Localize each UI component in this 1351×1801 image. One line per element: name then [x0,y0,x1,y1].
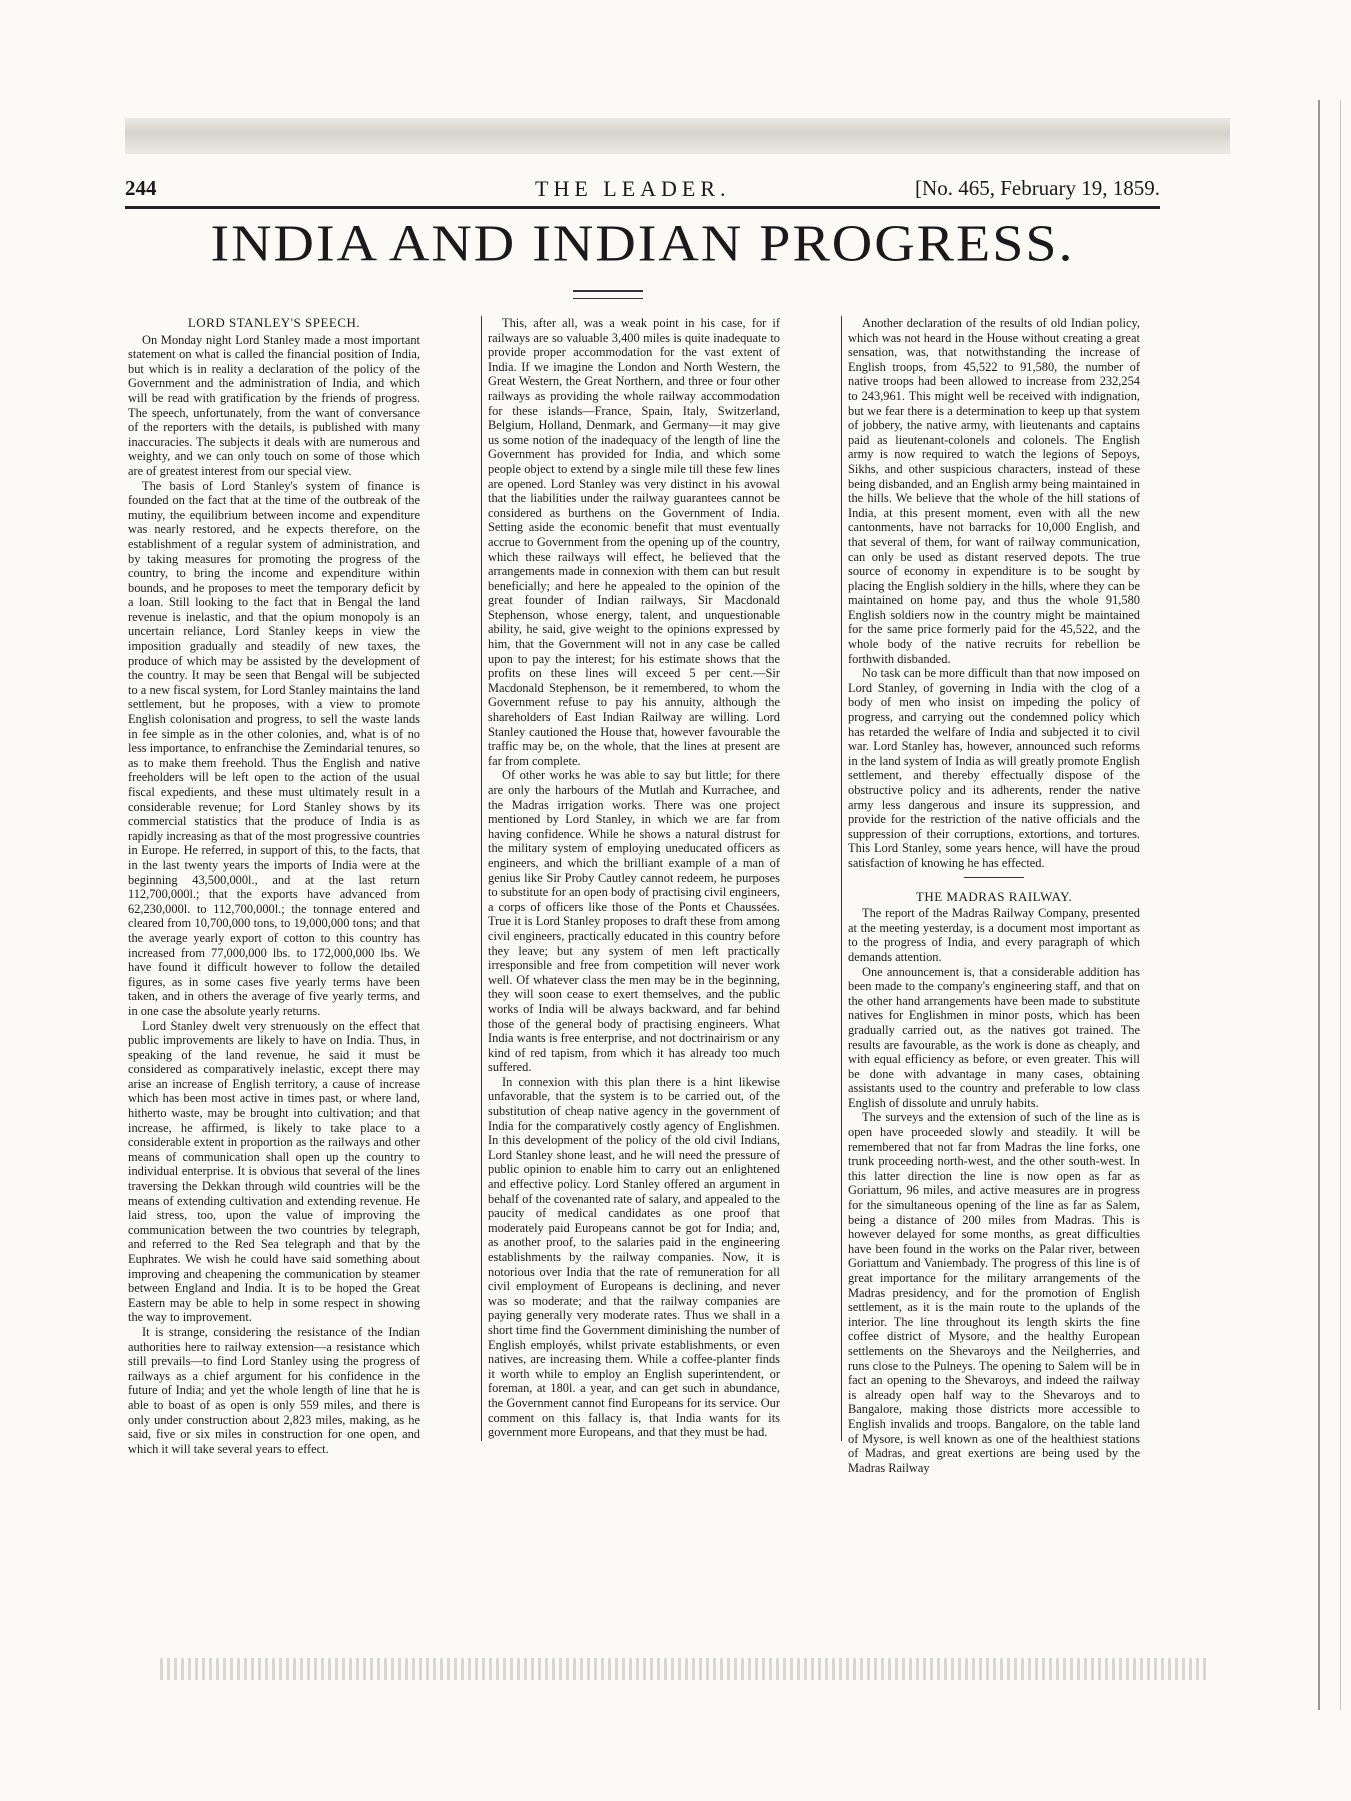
article-title-lord-stanley: LORD STANLEY'S SPEECH. [187,315,361,330]
paragraph: The surveys and the extension of such of the line as is open have proceeded slowly and steadily. It will be remembered that not far from Madras the line forks, one trunk proceeding north-west, and the other south-west. In this latter direction the line is now open as far as Goriattum, 96 miles, and active measures are in progress for the simultaneous opening of the line as far as Salem, being a distance of 200 miles from Madras. This is however delayed for some months, as great difficulties have been found in the works on the Palar river, between Goriattum and Vaniembady. The progress of this line is of great importance for the military arrangements of the Madras presidency, and for the promotion of English settlement, as it is the main route to the uplands of the interior. The line throughout its length skirts the fine coffee district of Mysore, and the healthy European settlements on the Shevaroys and the Neilgherries, and runs close to the Pulneys. The opening to Salem will be in fact an opening to the Shevaroys, and indeed the railway is already open half way to the Shevaroys and to Bangalore, making those districts more accessible to English invalids and troops. Bangalore, on the table land of Mysore, is well known as one of the healthiest stations of Madras, and great exertions are being used by the Madras Railway [848,1110,1140,1475]
page-header [125,174,1160,209]
paragraph: Another declaration of the results of old Indian policy, which was not heard in the House without creating a great sensation, was, that notwithstanding the increase of English troops, from 45,522 to 91,580, the number of native troops had been allowed to increase from 232,254 to 243,961. This might well be received with indignation, but we fear there is a determination to keep up that system of jobbery, the native army, with lieutenants and captains paid as lieutenant-colonels and colonels. The English army is now required to watch the legions of Sepoys, Sikhs, and other suspicious characters, instead of these being disbanded, and an English army being maintained in the hills. We believe that the whole of the hill stations of India, at this present moment, even with all the new cantonments, have not barracks for 10,000 English, and that several of them, for want of railway communication, can only be used as distant reserved depots. The true source of economy in expenditure is to be sought by placing the English soldiery in the hills, where they can be maintained on home pay, and thus the whole 91,580 English soldiers now in the country might be maintained for the same price formerly paid for the 45,522, and the whole body of the native recruits for rebellion be forthwith disbanded. [848,316,1140,666]
page-number: 244 [125,176,157,200]
paragraph: On Monday night Lord Stanley made a most important statement on what is called the financial position of India, but which is in reality a declaration of the policy of the Government and the administration of India, and which will be read with gratification by the friends of progress. The speech, unfortunately, from the want of conversance of the reporters with the details, is published with many inaccuracies. The subjects it deals with are numerous and weighty, and we can only touch on some of those which are of greatest interest from our special view. [128,332,420,478]
column-3 [848,316,1140,1475]
paragraph: Lord Stanley dwelt very strenuously on the effect that public improvements are likely to have on India. Thus, in speaking of the land revenue, he said it must be considered as comparatively inelastic, except there may arise an increase of English territory, a cause of increase which has been most active in times past, or where land, hitherto waste, may be brought into cultivation; and that increase, he affirmed, is likely to take place to a considerable extent in proportion as the railways and other means of communication shall open up the country to individual enterprise. It is obvious that several of the lines traversing the Dekkan through wild countries will be the means of extending cultivation and extending revenue. He laid stress, too, upon the value of improving the communication between the two countries by telegraph, and referred to the Red Sea telegraph and that by the Euphrates. We wish he could have said something about improving and cheapening the communication by steamer between England and India. It is to be hoped the Great Eastern may be able to help in some respect in showing the way to improvement. [128,1018,420,1325]
headline-rule-thin [573,298,643,299]
paragraph: No task can be more difficult than that now imposed on Lord Stanley, of governing in India with the clog of a body of men who insist on impeding the policy of progress, and carrying out the condemned policy which has retarded the welfare of India and subjected it to civil war. Lord Stanley has, however, announced such reforms in the land system of India as will greatly promote English settlement, and thereby effectually dispose of the obstructive policy and its adherents, render the native army less dangerous and insure its suppression, and provide for the restriction of the native officials and the suppression of their corruptions, extortions, and tortures. This Lord Stanley, some years hence, will have the proud satisfaction of knowing he has effected. [848,666,1140,870]
paragraph: The report of the Madras Railway Company, presented at the meeting yesterday, is a document most important as to the progress of India, and every paragraph of which demands attention. [848,906,1140,964]
paragraph: This, after all, was a weak point in his case, for if railways are so valuable 3,400 miles is quite inadequate to provide proper accommodation for the vast extent of India. If we imagine the London and North Western, the Great Western, the Great Northern, and three or four other railways as providing the whole railway accommodation for these islands—France, Spain, Italy, Switzerland, Belgium, Holland, Denmark, and Germany—it may give us some notion of the inadequacy of the length of line the Government has provided for India, and which some people object to extend by a single mile till these few lines are opened. Lord Stanley was very distinct in his avowal that the liabilities under the railway guarantees cannot be considered as burthens on the Government of India. Setting aside the economic benefit that must eventually accrue to Government from the opening up of the country, which these railways will effect, he believed that the arrangements made in connexion with them can but result beneficially; and here he appealed to the opinion of the great founder of Indian railways, Sir Macdonald Stephenson, whose energy, talent, and unquestionable ability, he said, give weight to the opinions expressed by him, that the Government will not in any case be called upon to pay the interest; for his estimate shows that the profits on these lines will exceed 5 per cent.—Sir Macdonald Stephenson, be it remembered, to whom the Government refuse to pay his annuity, although the shareholders of East Indian Railway are willing. Lord Stanley cautioned the House that, however favourable the traffic may be, on the whole, that the lines at present are far from complete. [488,316,780,768]
column-2 [488,316,780,1441]
newspaper-title: THE LEADER. [535,176,731,201]
paragraph: It is strange, considering the resistance of the Indian authorities here to railway extension—a resistance which still prevails—to find Lord Stanley using the progress of railways as a chief argument for his confidence in the future of India; and yet the whole length of line that he is able to boast of as open is only 559 miles, and there is only under construction about 2,823 miles, making, as he said, five or six miles in construction for one open, and which it will take several years to effect. [128,1324,420,1456]
article-separator [964,877,1024,878]
paragraph: In connexion with this plan there is a hint likewise unfavorable, that the system is to be carried out, of the substitution of cheap native agency in the government of India for the comparatively costly agency of Englishmen. In this development of the policy of the old civil Indians, Lord Stanley shone least, and he will need the pressure of public opinion to enable him to carry out an enlightened and effective policy. Lord Stanley offered an argument in behalf of the covenanted rate of salary, and appealed to the paucity of medical candidates as one proof that moderately paid Europeans cannot be got for India; and, as another proof, to the salaries paid in the engineering establishments by the railway companies. Now, it is notorious over India that the rate of remuneration for all civil employment of Europeans is declining, and never was so moderate; and that the railway companies are paying generally very moderate rates. Thus we shall in a short time find the Government diminishing the number of English employés, whilst private establishments, or even natives, are increasing them. While a coffee-planter finds it worth while to employ an English superintendent, or foreman, at 180l. a year, and can get such in abundance, the Government cannot find Europeans for its service. Our comment on this fallacy is, that India wants for its government more Europeans, and that they must be had. [488,1074,780,1440]
paragraph: One announcement is, that a considerable addition has been made to the company's engineering staff, and that on the other hand arrangements have been made to substitute natives for Englishmen in minor posts, which has been gradually carried out, as the natives got trained. The results are favourable, as the work is done as cheaply, and with equal efficiency as before, or even greater. This will be done with advantage in many cases, obtaining assistants used to the country and preferable to low class English of dissolute and unruly habits. [848,964,1140,1110]
issue-info: [No. 465, February 19, 1859. [915,176,1160,200]
paragraph: Of other works he was able to say but little; for there are only the harbours of the Mutlah and Kurrachee, and the Madras irrigation works. There was one project mentioned by Lord Stanley, in which we are far from having confidence. While he shows a natural distrust for the military system of employing uneducated officers as engineers, and which the brilliant example of a man of genius like Sir Proby Cautley cannot redeem, he purposes to substitute for an open body of practising civil engineers, a corps of officers like those of the Ponts et Chaussées. True it is Lord Stanley proposes to draft these from among civil engineers, practically educated in this country before they leave; but any system of men left practically irresponsible and free from competition will never work well. Of whatever class the men may be in the beginning, they will soon cease to exert themselves, and the public works of India will be always backward, and far behind those of the general body of practising engineers. What India wants is free enterprise, and not doctrinairism or any kind of red tapism, from which it has already too much suffered. [488,768,780,1075]
scan-shadow-bottom [160,1658,1210,1680]
section-headline: INDIA AND INDIAN PROGRESS. [210,215,1075,273]
column-1 [128,315,420,1456]
scan-shadow-top [125,118,1230,154]
column-divider-1 [481,316,482,1441]
article-title-madras-railway: THE MADRAS RAILWAY. [915,888,1073,904]
headline-rule [573,290,643,292]
paragraph: The basis of Lord Stanley's system of finance is founded on the fact that at the time of the outbreak of the mutiny, the equilibrium between income and expenditure was nearly restored, and he expects therefore, on the establishment of a regular system of administration, and by taking measures for promoting the progress of the country, to bring the income and expenditure within bounds, and he proposes to meet the temporary deficit by a loan. Still looking to the fact that in Bengal the land revenue is inelastic, and that the opium monopoly is an uncertain reliance, Lord Stanley keeps in view the imposition gradually and steadily of new taxes, the produce of which may be assisted by the development of the country. It may be seen that Bengal will be subjected to a new fiscal system, for Lord Stanley maintains the land settlement, but he proposes, with a view to promote English colonisation and progress, to sell the waste lands in fee simple as in the other colonies, and, what is of no less importance, to enfranchise the Zemindarial tenures, so as to make them freehold. Thus the English and native freeholders will be left open to the action of the usual fiscal expedients, and these must ultimately result in a considerable revenue; for Lord Stanley shows by its commercial statistics that the produce of India is as rapidly increasing as that of the most progressive countries in Europe. He referred, in support of this, to the facts, that in the last twenty years the imports of India were at the beginning 43,500,000l., and at the last return 112,700,000l.; that the exports have advanced from 62,230,000l. to 112,700,000l.; the tonnage entered and cleared from 10,700,000 tons, to 19,000,000 tons; and that the average yearly export of cotton to this country has increased from 77,000,000 lbs. to 172,000,000 lbs. We have found it difficult however to follow the detailed figures, as in some cases five yearly terms have been taken, and in others the average of five yearly terms, and in one case the absolute yearly returns. [128,478,420,1018]
scan-edge-right [1318,100,1341,1710]
column-divider-2 [841,316,842,1441]
